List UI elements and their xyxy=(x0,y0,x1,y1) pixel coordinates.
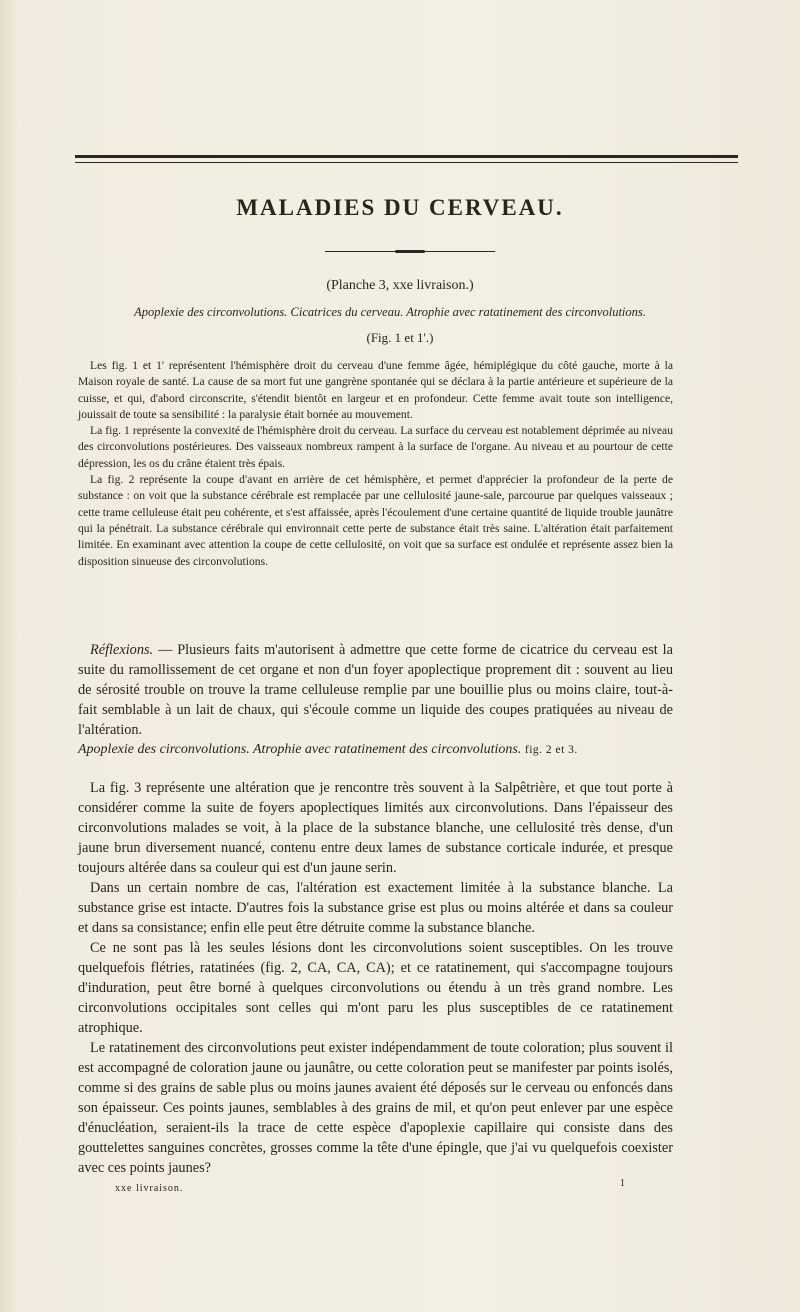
reflexions-block xyxy=(78,640,673,740)
title-ornament xyxy=(325,250,495,253)
paragraph: Les fig. 1 et 1' représentent l'hémisphère droit du cerveau d'une femme âgée, hémiplégique du côté gauche, morte à la Maison royale de santé. La cause de sa mort fut une gangrène spontanée qui se déclara à la partie antérieure et supérieure de la cuisse, et qui, d'abord circonscrite, s'étendit bientôt en largeur et en profondeur. Cette femme avait toute son intelligence, jouissait de toute sa sensibilité : la paralysie était bornée au mouvement. xyxy=(78,359,673,421)
section2-body xyxy=(78,778,673,1178)
paragraph xyxy=(78,640,673,740)
paragraph: Le ratatinement des circonvolutions peut exister indépendamment de toute coloration; plus souvent il est accompagné de coloration jaune ou jaunâtre, ou cette coloration peut se manifester par points isolés, comme si des grains de sable plus ou moins jaunes avaient été déposés sur le cerveau ou enfoncés dans son épaisseur. Ces points jaunes, semblables à des grains de mil, et qu'on peut enlever par une espèce d'énucléation, seraient-ils la trace de cette espèce d'apoplexie capillaire qui consiste dans des gouttelettes sanguines concrètes, grosses comme la tête d'une épingle, que j'ai vu quelquefois coexister avec ces points jaunes? xyxy=(78,1040,673,1176)
paragraph: Ce ne sont pas là les seules lésions dont les circonvolutions soient susceptibles. On les trouve quelquefois flétries, ratatinées (fig. 2, CA, CA, CA); et ce ratatinement, qui s'accompagne toujours d'induration, peut être borné à quelques circonvolutions ou étendu à un très grand nombre. Les circonvolutions occipitales sont celles qui m'ont paru les plus susceptibles de ce ratatinement atrophique. xyxy=(78,940,673,1036)
paragraph: Dans un certain nombre de cas, l'altération est exactement limitée à la substance blanche. La substance grise est intacte. D'autres fois la substance grise est plus ou moins altérée et dans sa couleur et dans sa consistance; enfin elle peut être détruite comme la substance blanche. xyxy=(78,880,673,936)
paragraph: La fig. 2 représente la coupe d'avant en arrière de cet hémisphère, et permet d'apprécier la profondeur de la perte de substance : on voit que la substance cérébrale est remplacée par une cellulosité jaune-sale, parcourue par quelques vaisseaux ; cette trame celluleuse était peu cohérente, et s'est affaissée, après l'écoulement d'une certaine quantité de liquide trouble jaunâtre qui la pénétrait. La substance cérébrale qui environnait cette perte de substance était très saine. L'altération était parfaitement limitée. En examinant avec attention la coupe de cette cellulosité, on voit que sa surface est ondulée et représente assez bien la disposition sinueuse des circonvolutions. xyxy=(78,473,673,568)
section2-figref: fig. 2 et 3. xyxy=(524,744,578,756)
page-title: MALADIES DU CERVEAU. xyxy=(236,195,564,220)
paragraph: La fig. 3 représente une altération que je rencontre très souvent à la Salpêtrière, et que tout porte à considérer comme la suite de foyers apoplectiques limités aux circonvolutions. Dans l'épaisseur des circonvolutions malades se voit, à la place de la substance blanche, une cellulosité très dense, d'un jaune brun diversement nuancé, contenu entre deux lames de substance corticale indurée, et presque toujours altérée dans sa couleur qui est d'un jaune serin. xyxy=(78,780,673,876)
reflexions-text: — Plusieurs faits m'autorisent à admettre que cette forme de cicatrice du cerveau est la suite du ramollissement de cet organe et non d'un foyer apoplectique proprement dit : souvent au lieu de sérosité trouble on trouve la trame celluleuse remplie par une bouillie plus ou moins claire, tout-à-fait semblable à un lait de chaux, qui s'écoule comme un liquide des coupes pratiquées au niveau de l'altération. xyxy=(78,642,673,738)
footer-livraison: xxe livraison. xyxy=(115,1183,184,1194)
header-rule-thick xyxy=(75,155,738,158)
reflexions-label: Réflexions. xyxy=(90,642,154,658)
paragraph: La fig. 1 représente la convexité de l'hémisphère droit du cerveau. La surface du cerveau est notablement déprimée au niveau des circonvolutions postérieures. Des vaisseaux nombreux rampent à la surface de l'organe. Au niveau et au pourtour de cette dépression, les os du crâne étaient très épais. xyxy=(78,424,673,470)
section-subtitle: Apoplexie des circonvolutions. Cicatrices du cerveau. Atrophie avec ratatinement des circonvolutions. xyxy=(134,305,646,319)
planche-reference: (Planche 3, xxe livraison.) xyxy=(326,278,474,293)
page-number: 1 xyxy=(620,1178,625,1189)
section2-heading: Apoplexie des circonvolutions. Atrophie avec ratatinement des circonvolutions. fig. 2 et 3. xyxy=(78,742,578,757)
section1-body xyxy=(78,358,673,570)
header-rule-thin xyxy=(75,162,738,163)
figure-reference: (Fig. 1 et 1'.) xyxy=(366,330,434,345)
